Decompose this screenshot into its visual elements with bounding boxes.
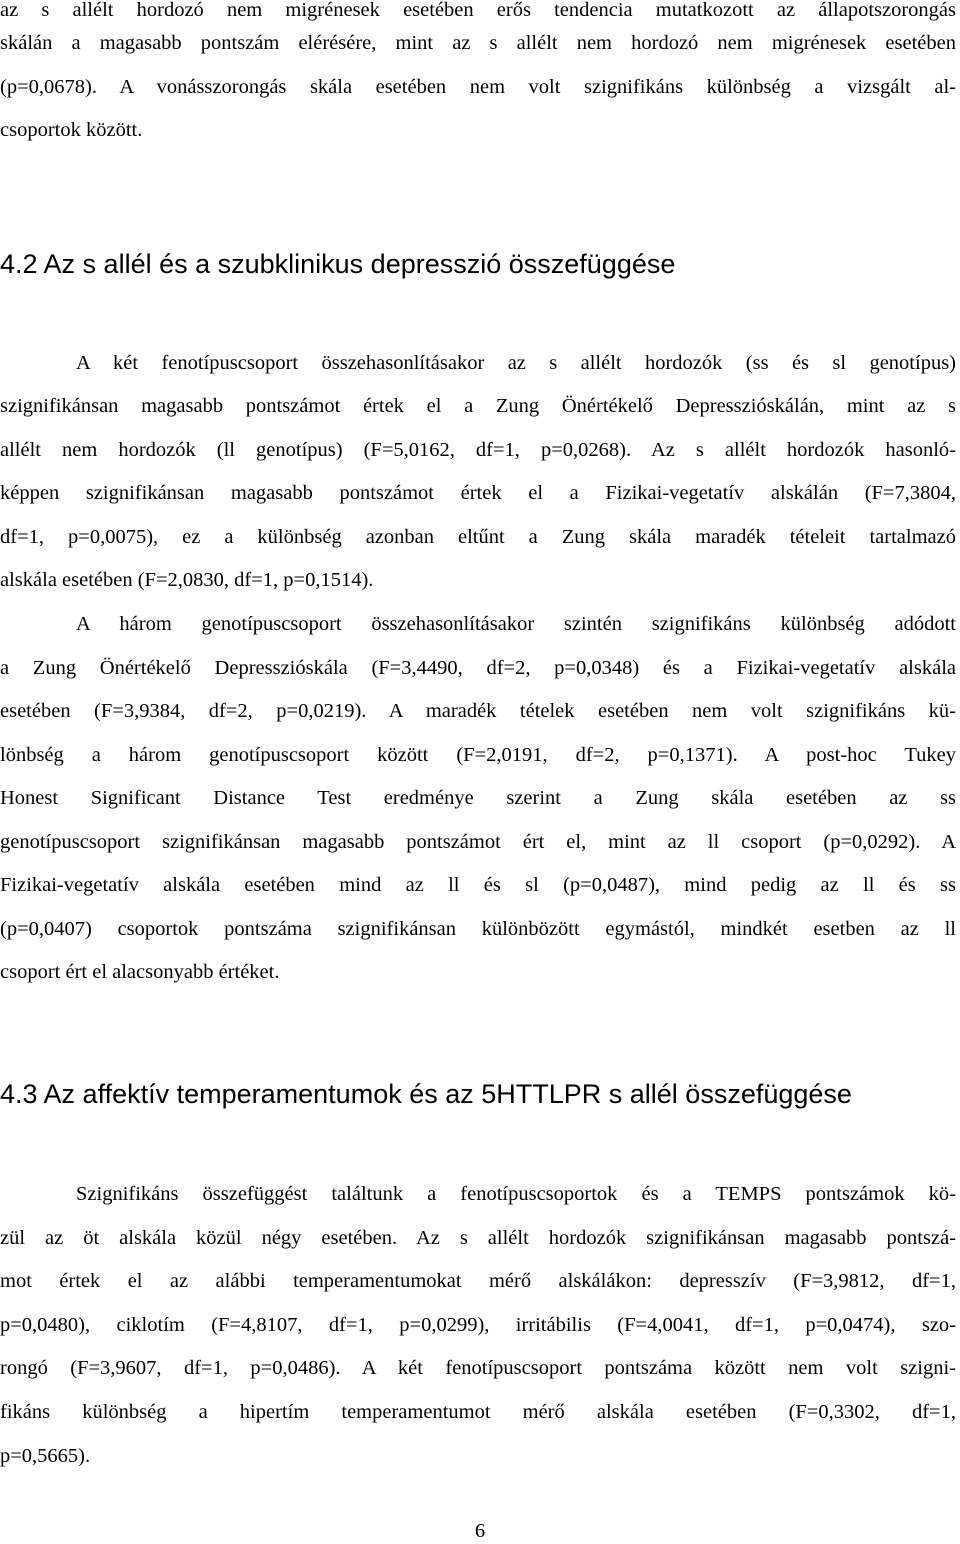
section-heading-4-2: 4.2 Az s allél és a szubklinikus depresszió összefüggése [0, 249, 676, 279]
s42-p2-line-9: csoport ért el alacsonyabb értéket. [0, 961, 280, 983]
s43-p1-line-6: fikáns különbség a hipertím temperamentumot mérő alskála esetében (F=0,3302, df=1, [0, 1401, 956, 1423]
s42-p1-line-1: A két fenotípuscsoport összehasonlításakor az s allélt hordozók (ss és sl genotípus) [76, 352, 956, 374]
s43-p1-line-5: rongó (F=3,9607, df=1, p=0,0486). A két fenotípuscsoport pontszáma között nem volt szigni- [0, 1357, 956, 1379]
s42-p2-line-8: (p=0,0407) csoportok pontszáma szignifikánsan különbözött egymástól, mindkét esetben az ll [0, 918, 956, 940]
s42-p1-line-6: alskála esetében (F=2,0830, df=1, p=0,1514). [0, 569, 374, 591]
s42-p2-line-3: esetében (F=3,9384, df=2, p=0,0219). A maradék tételek esetében nem volt szignifikáns kü- [0, 700, 956, 722]
s42-p2-line-1: A három genotípuscsoport összehasonlításakor szintén szignifikáns különbség adódott [76, 613, 956, 635]
page-number: 6 [474, 1520, 486, 1542]
s42-p2-line-5: Honest Significant Distance Test eredménye szerint a Zung skála esetében az ss [0, 787, 956, 809]
s43-p1-line-4: p=0,0480), ciklotím (F=4,8107, df=1, p=0,0299), irritábilis (F=4,0041, df=1, p=0,0474), szo- [0, 1314, 956, 1336]
s42-p2-line-4: lönbség a három genotípuscsoport között (F=2,0191, df=2, p=0,1371). A post-hoc Tukey [0, 744, 956, 766]
section-heading-4-3: 4.3 Az affektív temperamentumok és az 5HTTLPR s allél összefüggése [0, 1079, 852, 1109]
s42-p1-line-2: szignifikánsan magasabb pontszámot értek el a Zung Önértékelő Depresszióskálán, mint az s [0, 395, 956, 417]
intro-line-4: csoportok között. [0, 119, 143, 141]
intro-line-3: (p=0,0678). A vonásszorongás skála esetében nem volt szignifikáns különbség a vizsgált al- [0, 76, 956, 98]
s42-p2-line-6: genotípuscsoport szignifikánsan magasabb pontszámot ért el, mint az ll csoport (p=0,0292). A [0, 831, 956, 853]
s42-p1-line-3: allélt nem hordozók (ll genotípus) (F=5,0162, df=1, p=0,0268). Az s allélt hordozók hasonló- [0, 439, 956, 461]
s42-p1-line-4: képpen szignifikánsan magasabb pontszámot értek el a Fizikai-vegetatív alskálán (F=7,3804, [0, 482, 956, 504]
s43-p1-line-2: zül az öt alskála közül négy esetében. Az s allélt hordozók szignifikánsan magasabb pontszá- [0, 1227, 956, 1249]
s42-p2-line-2: a Zung Önértékelő Depresszióskála (F=3,4490, df=2, p=0,0348) és a Fizikai-vegetatív alskála [0, 657, 956, 679]
intro-line-1: az s allélt hordozó nem migrénesek esetében erős tendencia mutatkozott az állapotszorongás [0, 0, 956, 21]
s42-p1-line-5: df=1, p=0,0075), ez a különbség azonban eltűnt a Zung skála maradék tételeit tartalmazó [0, 526, 956, 548]
s43-p1-line-1: Szignifikáns összefüggést találtunk a fenotípuscsoportok és a TEMPS pontszámok kö- [76, 1183, 956, 1205]
s42-p2-line-7: Fizikai-vegetatív alskála esetében mind az ll és sl (p=0,0487), mind pedig az ll és ss [0, 874, 956, 896]
s43-p1-line-3: mot értek el az alábbi temperamentumokat mérő alskálákon: depresszív (F=3,9812, df=1, [0, 1270, 956, 1292]
intro-line-2: skálán a magasabb pontszám elérésére, mint az s allélt nem hordozó nem migrénesek esetében [0, 32, 956, 54]
s43-p1-line-7: p=0,5665). [0, 1445, 91, 1467]
